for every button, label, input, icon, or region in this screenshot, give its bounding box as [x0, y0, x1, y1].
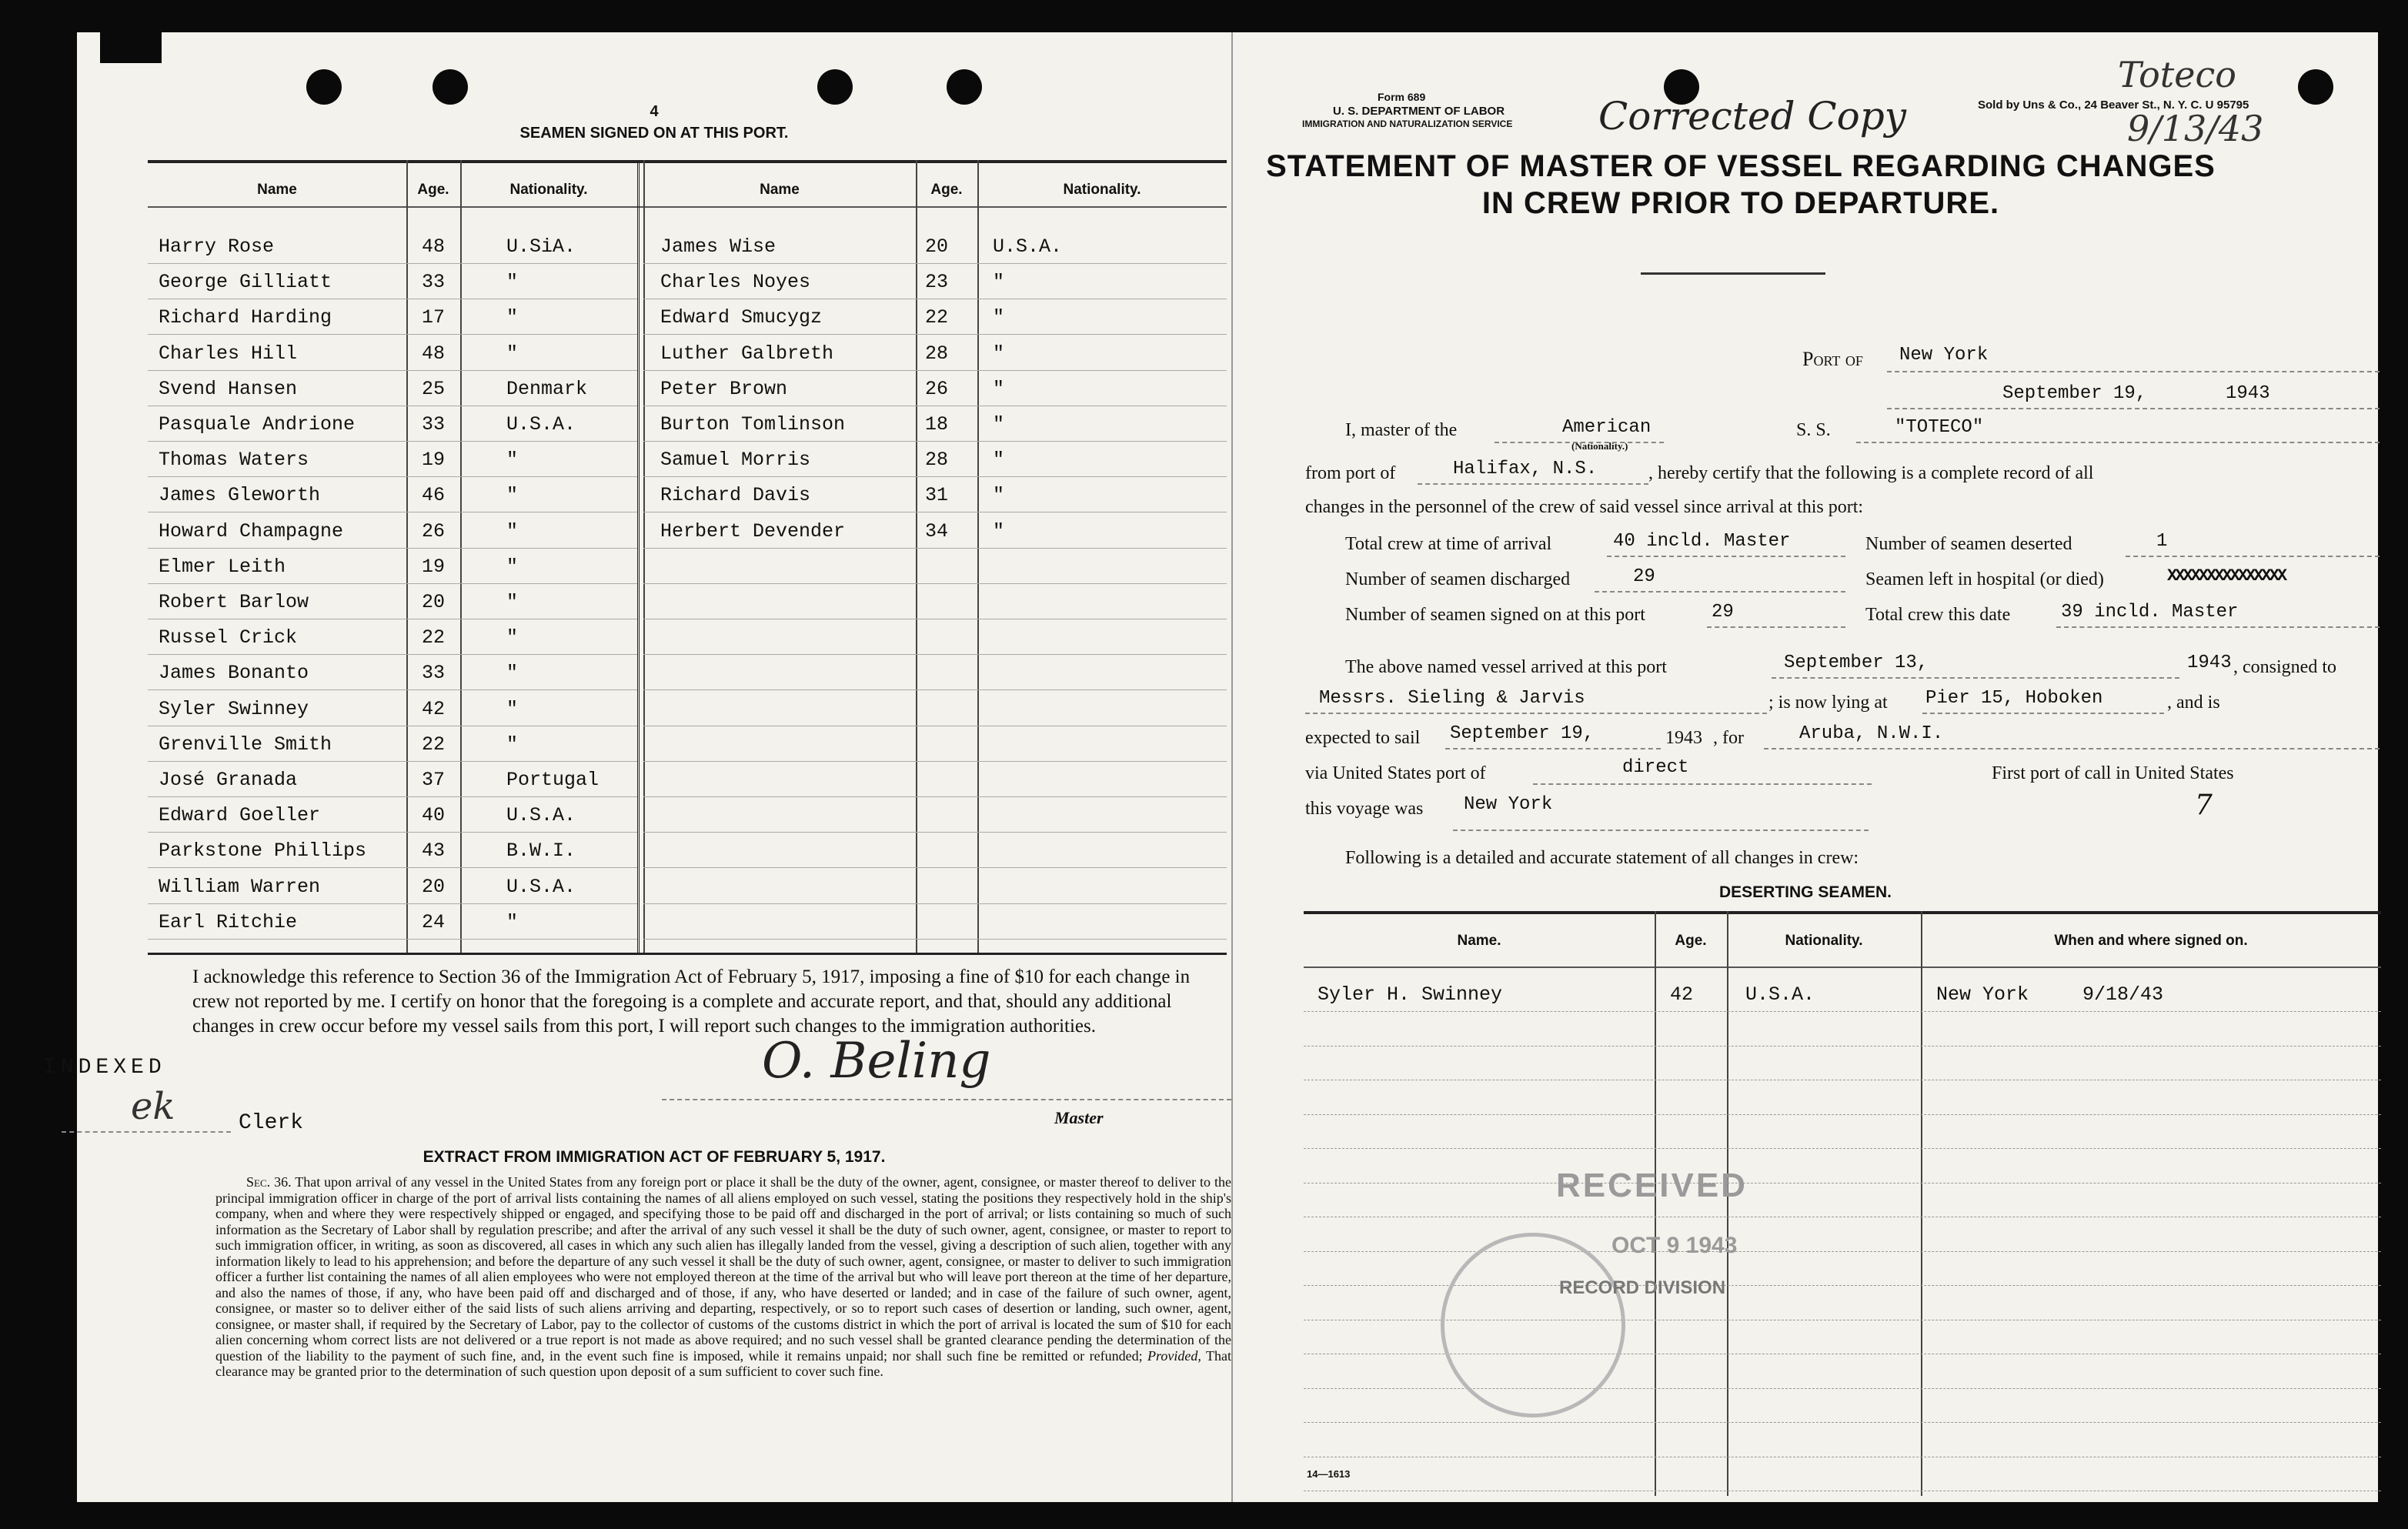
stamp-division: RECORD DIVISION: [1559, 1277, 1726, 1298]
col-rule: [406, 160, 408, 953]
row-rule: [148, 796, 637, 797]
row-rule: [643, 441, 1227, 442]
total-arrival-value: 40 incld. Master: [1613, 531, 1791, 552]
port-line: [1887, 371, 2380, 372]
seaman-nat: ": [506, 591, 519, 613]
seaman-age: 22: [422, 626, 446, 649]
seaman-nat: ": [993, 413, 1005, 436]
for-value: Aruba, N.W.I.: [1799, 723, 1944, 744]
seaman-nat: Denmark: [506, 377, 588, 400]
seaman-age: 20: [925, 235, 949, 258]
seaman-age: 31: [925, 484, 949, 507]
clerk-label: Clerk: [239, 1111, 304, 1135]
seaman-age: 40: [422, 804, 446, 827]
row-rule: [148, 370, 637, 371]
signed-on-label: Number of seamen signed on at this port: [1345, 605, 1645, 625]
seaman-nat: ": [506, 519, 519, 542]
col-header: Name: [257, 182, 297, 198]
seaman-nat: ": [506, 626, 519, 649]
seaman-nat: ": [506, 733, 519, 756]
seaman-age: 33: [422, 413, 446, 436]
seaman-age: 48: [422, 342, 446, 365]
row-rule: [643, 334, 1227, 335]
master-label: Master: [1054, 1108, 1104, 1127]
seaman-age: 26: [422, 519, 446, 542]
col-header: Name: [760, 182, 800, 198]
seaman-nat: ": [506, 662, 519, 685]
deserter-name: Syler H. Swinney: [1318, 983, 1503, 1006]
seaman-nat: ": [506, 306, 519, 329]
seaman-nat: ": [506, 555, 519, 578]
row-rule: [643, 476, 1227, 477]
seaman-nat: U.S.A.: [993, 235, 1063, 258]
row-rule: [643, 867, 1227, 868]
arrived-value: September 13,: [1784, 653, 1929, 673]
deserter-where: New York: [1936, 983, 2029, 1006]
row-rule: [643, 832, 1227, 833]
consigned-text: , consigned to: [2233, 657, 2336, 677]
punch-hole: [817, 69, 853, 105]
form-title-line2: IN CREW PRIOR TO DEPARTURE.: [1481, 186, 2000, 220]
row-rule: [148, 939, 637, 940]
following-text: Following is a detailed and accurate statement of all changes in crew:: [1345, 848, 1859, 868]
desert-col-header: Name.: [1457, 933, 1501, 949]
seaman-nat: ": [993, 342, 1005, 365]
seaman-name: Richard Harding: [159, 306, 332, 329]
extract-tail: That clearance may be granted prior to the determination of such question upon deposit of a sum sufficient to cover such fine.: [215, 1347, 1231, 1379]
row-rule: [148, 441, 637, 442]
col-header: Age.: [417, 182, 449, 198]
from-port-line: [1418, 483, 1648, 485]
seaman-age: 33: [422, 662, 446, 685]
seaman-age: 42: [422, 697, 446, 720]
seaman-nat: U.S.A.: [506, 413, 576, 436]
row-rule: [643, 689, 1227, 690]
nationality-value: American: [1562, 417, 1652, 438]
year-value: 1943: [2226, 383, 2270, 404]
seaman-name: Robert Barlow: [159, 591, 309, 613]
for-label: , for: [1713, 728, 1744, 748]
row-rule: [148, 583, 637, 584]
col-rule: [643, 160, 645, 953]
seaman-name: James Gleworth: [159, 484, 321, 507]
extract-text: [215, 1174, 1231, 1380]
and-is-text: , and is: [2167, 693, 2220, 713]
seaman-nat: ": [506, 271, 519, 294]
punch-hole: [947, 69, 982, 105]
service: IMMIGRATION AND NATURALIZATION SERVICE: [1302, 119, 1513, 129]
clerk-line: [62, 1131, 231, 1133]
row-rule: [643, 796, 1227, 797]
deserter-nat: U.S.A.: [1745, 983, 1815, 1006]
expected-line: [1445, 748, 1661, 749]
lying-value: Pier 15, Hoboken: [1925, 688, 2103, 709]
for-line: [1764, 748, 2380, 749]
voyage-value: New York: [1464, 794, 1553, 815]
seaman-name: Samuel Morris: [660, 449, 811, 472]
nationality-line: [1495, 442, 1664, 443]
row-rule: [1304, 1046, 2381, 1047]
total-date-label: Total crew this date: [1865, 605, 2011, 625]
seaman-name: Harry Rose: [159, 235, 275, 258]
punch-hole: [2298, 69, 2333, 105]
row-rule: [1304, 1114, 2381, 1115]
port-value: New York: [1899, 345, 1989, 366]
voyage-label: this voyage was: [1305, 799, 1424, 819]
desert-col-rule: [1921, 911, 1922, 1496]
lying-line: [1922, 713, 2164, 714]
seaman-name: Herbert Devender: [660, 519, 846, 542]
ship-value: "TOTECO": [1895, 417, 1984, 438]
table-bottom-rule: [148, 953, 1227, 955]
seaman-age: 28: [925, 342, 949, 365]
changes-text: changes in the personnel of the crew of said vessel since arrival at this port:: [1305, 497, 1864, 517]
form-title-line1: STATEMENT OF MASTER OF VESSEL REGARDING CHANGES: [1266, 149, 2216, 183]
seaman-name: Howard Champagne: [159, 519, 344, 542]
extract-title: EXTRACT FROM IMMIGRATION ACT OF FEBRUARY 5, 1917.: [422, 1148, 886, 1166]
master-line: [662, 1099, 1231, 1100]
seaman-age: 20: [422, 875, 446, 898]
seaman-nat: ": [506, 449, 519, 472]
seaman-name: Parkstone Phillips: [159, 840, 367, 863]
col-header: Nationality.: [1063, 182, 1141, 198]
deserter-age: 42: [1670, 983, 1694, 1006]
via-label: via United States port of: [1305, 763, 1486, 783]
extract-provided: Provided,: [1147, 1347, 1201, 1364]
discharged-line: [1595, 591, 1845, 593]
seaman-name: Edward Smucygz: [660, 306, 823, 329]
deserter-when: 9/18/43: [2082, 983, 2164, 1006]
seaman-nat: ": [506, 484, 519, 507]
handwritten-ship: Toteco: [2118, 54, 2236, 95]
extract-body: That upon arrival of any vessel in the United States from any foreign port or place it shall be the duty of the owner, agent, consignee, or master thereof to deliver to the principal immigration officer in charge of the port of arrival lists containing the names of all aliens employed on such vessel, stating the positions they respectively hold in the ship's company, when and where they were respectively shipped or engaged, and specifying those to be paid off and discharged in the port of arrival; or lists containing so much of such information as the Secretary of Labor shall by regulation prescribe; and after the arrival of any such vessel it shall be the duty of such owner, agent, consignee, or master to report to such immigration officer, in writing, as soon as discovered, all cases in which any such alien has illegally landed from the vessel, giving a description of such alien, together with any information likely to lead to his apprehension; and before the departure of any such vessel it shall be the duty of such owner, agent, consignee, or master to deliver to such immigration officer a further list containing the names of all alien employees who were not employed thereon at the time of the arrival but who will leave port thereon at the time of her departure, and also the names of those, if any, who have been paid off and discharged and of those, if any, who have deserted or landed; and in case of the failure of such owner, agent, consignee, or master so to deliver either of the said lists of such aliens arriving and departing, respectively, or so to report such cases of desertion or landing, such owner, agent, consignee, or master shall, if required by the Secretary of Labor, pay to the collector of customs of the customs district in which the port of arrival is located the sum of $10 for each alien concerning whom correct lists are not delivered or a true report is not made as above required; and no such vessel shall be granted clearance pending the determination of the question of the liability to the payment of such fine, and, in the event such fine is imposed, while it remains unpaid; nor shall such fine be remitted or refunded;: [215, 1174, 1231, 1364]
stamp-date: OCT 9 1943: [1611, 1233, 1738, 1258]
row-rule: [643, 939, 1227, 940]
seaman-nat: ": [993, 377, 1005, 400]
seaman-age: 25: [422, 377, 446, 400]
row-rule: [148, 476, 637, 477]
row-rule: [1304, 1011, 2381, 1012]
certify-text: , hereby certify that the following is a complete record of all: [1648, 463, 2094, 483]
expected-value: September 19,: [1450, 723, 1595, 744]
seaman-name: Russel Crick: [159, 626, 298, 649]
seaman-nat: ": [993, 449, 1005, 472]
seaman-age: 19: [422, 555, 446, 578]
seaman-name: Richard Davis: [660, 484, 811, 507]
seaman-name: Earl Ritchie: [159, 910, 298, 933]
seaman-name: Thomas Waters: [159, 449, 309, 472]
date-value: September 19,: [2002, 383, 2147, 404]
seaman-nat: ": [993, 306, 1005, 329]
seaman-name: Charles Noyes: [660, 271, 811, 294]
arrived-line: [1772, 677, 2179, 679]
col-rule: [977, 160, 979, 953]
seaman-name: William Warren: [159, 875, 321, 898]
seaman-nat: ": [993, 484, 1005, 507]
seaman-age: 48: [422, 235, 446, 258]
first-port-label: First port of call in United States: [1992, 763, 2234, 783]
via-line: [1533, 783, 1872, 785]
seaman-age: 18: [925, 413, 949, 436]
seaman-name: George Gilliatt: [159, 271, 332, 294]
i-master-label: I, master of the: [1345, 420, 1458, 440]
desert-top-rule: [1304, 911, 2381, 914]
col-header: Nationality.: [509, 182, 588, 198]
seaman-age: 46: [422, 484, 446, 507]
row-rule: [1304, 1251, 2381, 1252]
seaman-age: 33: [422, 271, 446, 294]
deserted-label: Number of seamen deserted: [1865, 534, 2072, 554]
master-signature: O. Beling: [762, 1033, 991, 1090]
row-rule: [148, 548, 637, 549]
acknowledgement-text: I acknowledge this reference to Section 36 of the Immigration Act of February 5, 1917, imposing a fine of $10 for each change in crew not reported by me. I certify on honor that the foregoing is a complete and accurate report, and that, should any additional changes in crew occur before my vessel sails from this port, I will report such changes to the immigration authorities.: [192, 966, 1191, 1037]
desert-head-rule: [1304, 966, 2381, 968]
department: U. S. DEPARTMENT OF LABOR: [1333, 105, 1505, 118]
deserting-title: DESERTING SEAMEN.: [1718, 883, 1892, 901]
table-head-rule: [148, 206, 1227, 208]
printer-line: Sold by Uns & Co., 24 Beaver St., N. Y. C. U 95795: [1978, 98, 2249, 112]
left-page: [43, 32, 1231, 1502]
handwritten-seven: 7: [2195, 790, 2213, 821]
seaman-name: Svend Hansen: [159, 377, 298, 400]
seaman-name: Edward Goeller: [159, 804, 321, 827]
seaman-age: 23: [925, 271, 949, 294]
seaman-name: James Bonanto: [159, 662, 309, 685]
seaman-name: José Granada: [159, 769, 298, 791]
arrived-label: The above named vessel arrived at this port: [1345, 657, 1667, 677]
seaman-name: Peter Brown: [660, 377, 788, 400]
row-rule: [643, 263, 1227, 264]
ship-line: [1856, 442, 2380, 443]
seaman-age: 26: [925, 377, 949, 400]
consignee-value: Messrs. Sieling & Jarvis: [1319, 688, 1585, 709]
desert-col-header: When and where signed on.: [2054, 933, 2248, 949]
row-rule: [148, 689, 637, 690]
seaman-age: 22: [422, 733, 446, 756]
seaman-nat: B.W.I.: [506, 840, 576, 863]
punch-hole: [306, 69, 342, 105]
col-header: Age.: [930, 182, 963, 198]
seaman-name: Syler Swinney: [159, 697, 309, 720]
row-rule: [643, 654, 1227, 655]
seaman-name: Charles Hill: [159, 342, 298, 365]
hospital-label: Seamen left in hospital (or died): [1865, 569, 2104, 589]
seaman-nat: ": [506, 342, 519, 365]
seaman-nat: U.SiA.: [506, 235, 576, 258]
discharged-label: Number of seamen discharged: [1345, 569, 1571, 589]
section-title: SEAMEN SIGNED ON AT THIS PORT.: [519, 125, 789, 142]
discharged-value: 29: [1633, 566, 1655, 587]
row-rule: [148, 832, 637, 833]
row-rule: [643, 761, 1227, 762]
voyage-line: [1453, 830, 1869, 831]
desert-col-header: Age.: [1675, 933, 1707, 949]
row-rule: [1304, 1422, 2381, 1423]
seaman-age: 34: [925, 519, 949, 542]
row-rule: [643, 903, 1227, 904]
total-date-value: 39 incld. Master: [2061, 602, 2239, 623]
seaman-nat: ": [506, 697, 519, 720]
form-footer: 14—1613: [1307, 1468, 1351, 1480]
punch-hole: [433, 69, 468, 105]
row-rule: [148, 334, 637, 335]
seaman-nat: Portugal: [506, 769, 599, 791]
seaman-nat: ": [993, 271, 1005, 294]
title-underline: [1641, 272, 1825, 275]
ss-label: S. S.: [1796, 420, 1831, 440]
seaman-nat: ": [993, 519, 1005, 542]
row-rule: [148, 761, 637, 762]
nationality-caption: (Nationality.): [1571, 440, 1628, 452]
seaman-name: James Wise: [660, 235, 777, 258]
signed-on-value: 29: [1712, 602, 1734, 623]
deserted-value: 1: [2156, 531, 2168, 552]
row-rule: [643, 370, 1227, 371]
row-rule: [1304, 1148, 2381, 1149]
seal-stamp: [1441, 1233, 1625, 1417]
seaman-nat: U.S.A.: [506, 875, 576, 898]
clerk-initials: ek: [131, 1085, 175, 1128]
page-number: 4: [650, 103, 659, 120]
signed-on-line: [1707, 626, 1845, 628]
hospital-value: XXXXXXXXXXXXXXX: [2167, 566, 2286, 586]
arrived-year: 1943: [2187, 653, 2232, 673]
row-rule: [148, 867, 637, 868]
row-rule: [148, 263, 637, 264]
seaman-name: Grenville Smith: [159, 733, 332, 756]
seaman-nat: ": [506, 910, 519, 933]
seaman-name: Elmer Leith: [159, 555, 286, 578]
deserted-line: [2126, 556, 2380, 557]
row-rule: [148, 903, 637, 904]
col-rule: [916, 160, 917, 953]
seaman-age: 24: [422, 910, 446, 933]
corrected-copy-note: Corrected Copy: [1598, 94, 1906, 139]
col-rule: [460, 160, 462, 953]
consignee-line: [1305, 713, 1767, 714]
seaman-name: Luther Galbreth: [660, 342, 834, 365]
total-date-line: [2056, 626, 2380, 628]
desert-col-header: Nationality.: [1785, 933, 1863, 949]
stamp-received: RECEIVED: [1556, 1167, 1748, 1204]
seaman-age: 17: [422, 306, 446, 329]
seaman-age: 28: [925, 449, 949, 472]
seaman-age: 37: [422, 769, 446, 791]
seaman-age: 43: [422, 840, 446, 863]
form-number: Form 689: [1378, 91, 1426, 103]
seaman-age: 22: [925, 306, 949, 329]
table-top-rule: [148, 160, 1227, 163]
right-page: [1231, 32, 2378, 1502]
port-label: Port of: [1802, 348, 1863, 370]
expected-label: expected to sail: [1305, 728, 1421, 748]
from-port-value: Halifax, N.S.: [1453, 459, 1598, 479]
corner-mark: [100, 32, 162, 63]
expected-year: 1943: [1665, 728, 1702, 748]
extract-section: Sec. 36.: [246, 1174, 292, 1190]
seaman-age: 19: [422, 449, 446, 472]
col-rule: [637, 160, 640, 953]
seaman-name: Pasquale Andrione: [159, 413, 356, 436]
via-value: direct: [1622, 757, 1689, 778]
indexed-stamp: INDEXED: [43, 1056, 166, 1080]
total-arrival-label: Total crew at time of arrival: [1345, 534, 1552, 554]
row-rule: [643, 548, 1227, 549]
from-port-label: from port of: [1305, 463, 1396, 483]
seaman-nat: U.S.A.: [506, 804, 576, 827]
row-rule: [643, 583, 1227, 584]
date-line: [1887, 408, 2380, 409]
total-arrival-line: [1607, 556, 1845, 557]
seaman-name: Burton Tomlinson: [660, 413, 846, 436]
seaman-age: 20: [422, 591, 446, 613]
handwritten-date: 9/13/43: [2127, 108, 2264, 149]
row-rule: [148, 654, 637, 655]
lying-label: ; is now lying at: [1768, 693, 1888, 713]
